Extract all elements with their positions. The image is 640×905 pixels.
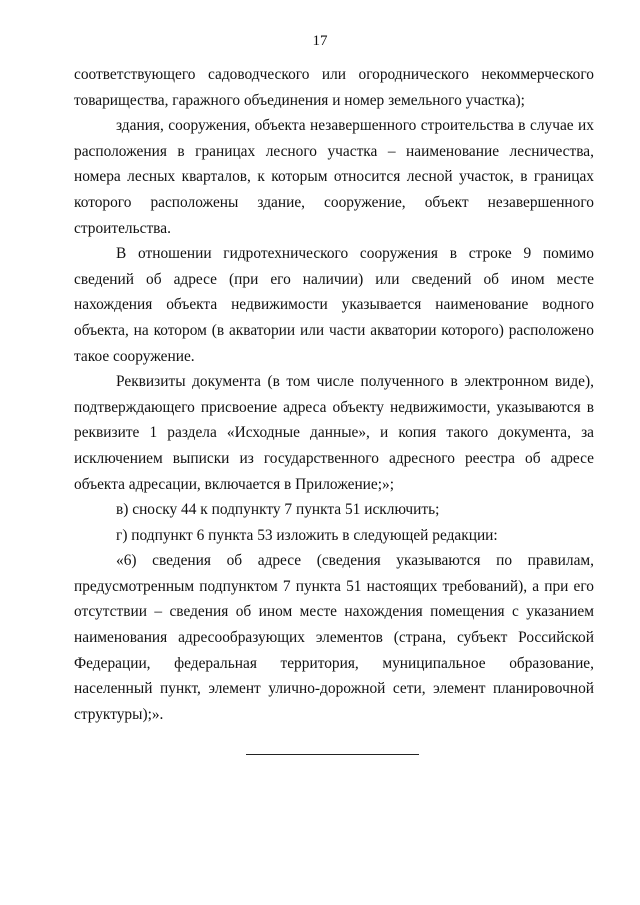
paragraph-footnote-removal: в) сноску 44 к подпункту 7 пункта 51 исключить;: [116, 501, 440, 519]
document-body: [74, 62, 594, 727]
paragraph-document-details: Реквизиты документа (в том числе полученного в электронном виде), подтверждающего присвоение адреса объекту недвижимости, указываются в реквизите 1 раздела «Исходные данные», и копия такого документа, за исключением выписки из государственного адресного реестра об адресе объекта адресации, включается в Приложение;»;: [74, 373, 594, 493]
paragraph-continuation: соответствующего садоводческого или огороднического некоммерческого товарищества, гаражного объединения и номер земельного участка);: [74, 66, 594, 109]
page-number: 17: [312, 33, 328, 49]
paragraph-address-info: «6) сведения об адресе (сведения указываются по правилам, предусмотренным подпунктом 7 пункта 51 настоящих требований), а при его отсутствии – сведения об ином месте нахождения помещения с указанием наименования адресообразующих элементов (страна, субъект Российской Федерации, федеральная территория, муниципальное образование, населенный пункт, элемент улично-дорожной сети, элемент планировочной структуры);».: [74, 552, 594, 723]
closing-rule-divider: [246, 754, 419, 755]
paragraph-hydrotechnical: В отношении гидротехнического сооружения в строке 9 помимо сведений об адресе (при его наличии) или сведений об ином месте нахождения объекта недвижимости указывается наименование водного объекта, на котором (в акватории или части акватории которого) расположено такое сооружение.: [74, 245, 594, 365]
paragraph-forest-plot: здания, сооружения, объекта незавершенного строительства в случае их расположения в границах лесного участка – наименование лесничества, номера лесных кварталов, к которым относится лесной участок, в границах которого расположены здание, сооружение, объект незавершенного строительства.: [74, 117, 594, 237]
paragraph-subitem-edit: г) подпункт 6 пункта 53 изложить в следующей редакции:: [116, 526, 498, 544]
